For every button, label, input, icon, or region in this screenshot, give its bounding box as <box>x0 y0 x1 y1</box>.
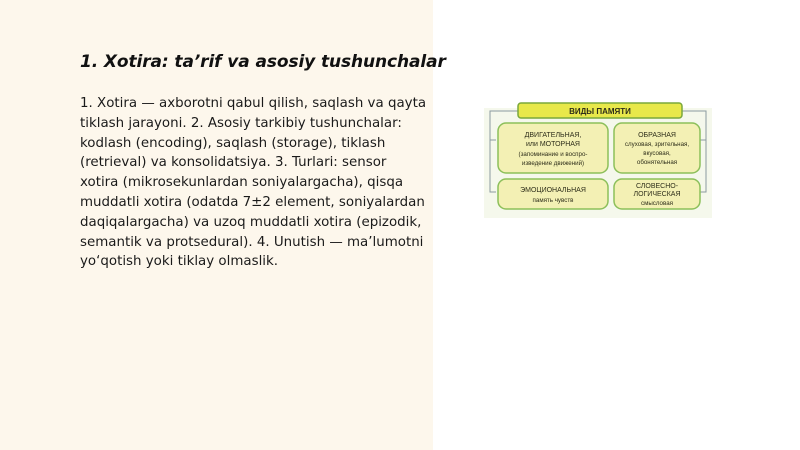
slide-body-text: 1. Xotira — axborotni qabul qilish, saqlash va qayta tiklash jarayoni. 2. Asosiy tarkibiy tushunchalar: kodlash (encoding), saqlash (storage), tiklash (retrieval) va konsolidatsiya. 3. Turlari: sensor xotira (mikrosekunlardan soniyalargacha), qisqa muddatli xotira (odatda 7±2 element, soniyalardan daqiqalargacha) va uzoq muddatli xotira (epizodik, semantik va protsedural). 4. Unutish — ma’lumotni yo‘qotish yoki tiklay olmaslik. <box>80 96 427 270</box>
emotional-memory-line2: память чувств <box>532 197 574 204</box>
verbal-logical-memory-line1: СЛОВЕСНО- <box>635 183 679 190</box>
emotional-memory-box <box>498 179 608 209</box>
verbal-logical-memory-line3: смысловая <box>640 200 674 207</box>
slide-title: 1. Xotira: ta’rif va asosiy tushunchalar <box>80 52 446 72</box>
figurative-memory-line2: слуховая, зрительная, <box>624 141 690 148</box>
motor-memory-line2: или МОТОРНАЯ <box>526 141 580 148</box>
verbal-logical-memory-line2: ЛОГИЧЕСКАЯ <box>633 191 681 198</box>
motor-memory-line1: ДВИГАТЕЛЬНАЯ, <box>524 132 582 139</box>
memory-types-diagram <box>484 100 712 218</box>
figurative-memory-line1: ОБРАЗНАЯ <box>638 132 676 139</box>
figurative-memory-line4: обонятельная <box>636 159 678 166</box>
motor-memory-line3: (запоминание и воспро- <box>518 151 588 158</box>
emotional-memory-line1: ЭМОЦИОНАЛЬНАЯ <box>520 187 586 194</box>
figurative-memory-line3: вкусовая, <box>643 150 671 157</box>
motor-memory-line4: изведение движений) <box>521 160 585 167</box>
diagram-header-label: ВИДЫ ПАМЯТИ <box>569 107 631 116</box>
